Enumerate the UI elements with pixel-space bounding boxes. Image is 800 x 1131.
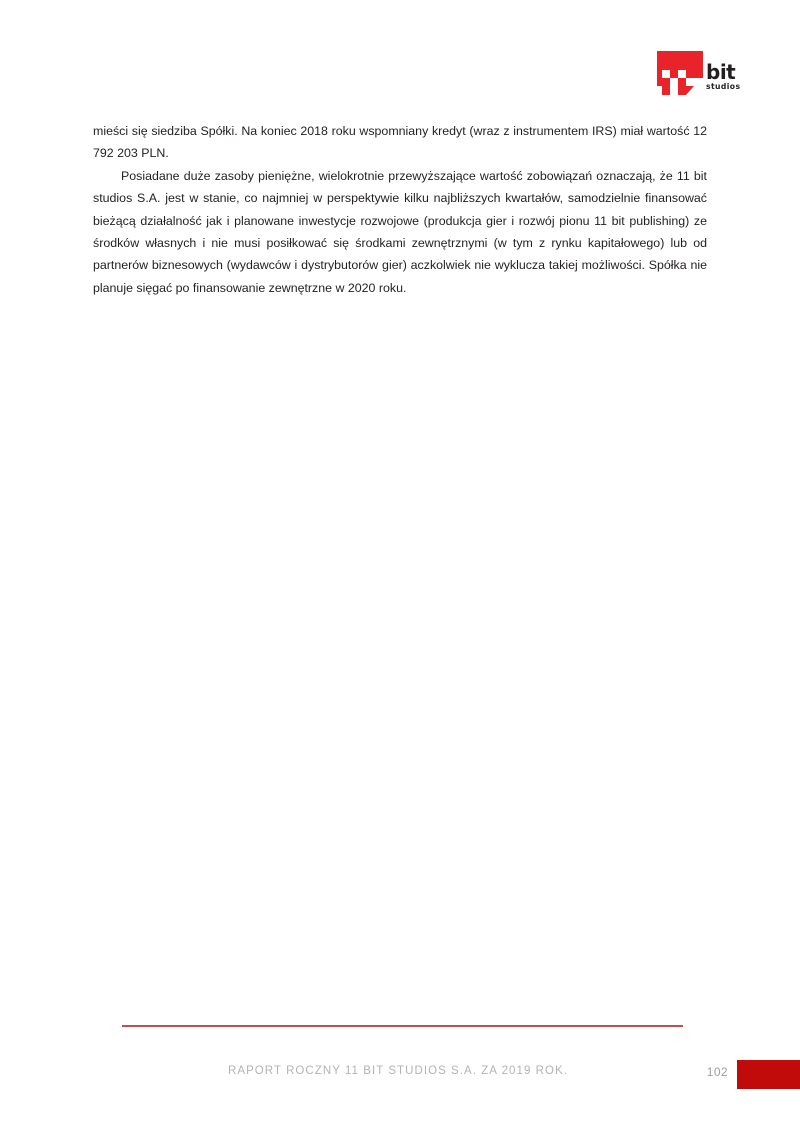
- logo-wordmark: [706, 60, 741, 91]
- logo-brand-name: bit: [706, 60, 736, 84]
- body-paragraph: Posiadane duże zasoby pieniężne, wielokrotnie przewyższające wartość zobowiązań oznaczają, że 11 bit studios S.A. jest w stanie, co najmniej w perspektywie kilku najbliższych kwartałów, samodzielnie finansować bieżącą działalność jak i planowane inwestycje rozwojowe (produkcja gier i rozwój pionu 11 bit publishing) ze środków własnych i nie musi posiłkować się środkami zewnętrznymi (w tym z rynku kapitałowego) lub od partnerów biznesowych (wydawców i dystrybutorów gier) aczkolwiek nie wyklucza takiej możliwości. Spółka nie planuje sięgać po finansowanie zewnętrzne w 2020 roku.: [93, 168, 707, 295]
- 11-bit-studios-mark-icon: [657, 51, 703, 95]
- footer-accent-block: [737, 1060, 800, 1089]
- company-logo: [657, 51, 739, 97]
- body-paragraph: mieści się siedziba Spółki. Na koniec 2018 roku wspomniany kredyt (wraz z instrumentem IRS) miał wartość 12 792 203 PLN.: [93, 124, 707, 161]
- footer-divider: [122, 1025, 683, 1027]
- logo-brand-sub: studios: [706, 82, 741, 91]
- page-number: 102: [706, 1065, 728, 1079]
- page-content: [93, 120, 707, 299]
- footer-caption: RAPORT ROCZNY 11 BIT STUDIOS S.A. ZA 2019 ROK.: [228, 1065, 568, 1077]
